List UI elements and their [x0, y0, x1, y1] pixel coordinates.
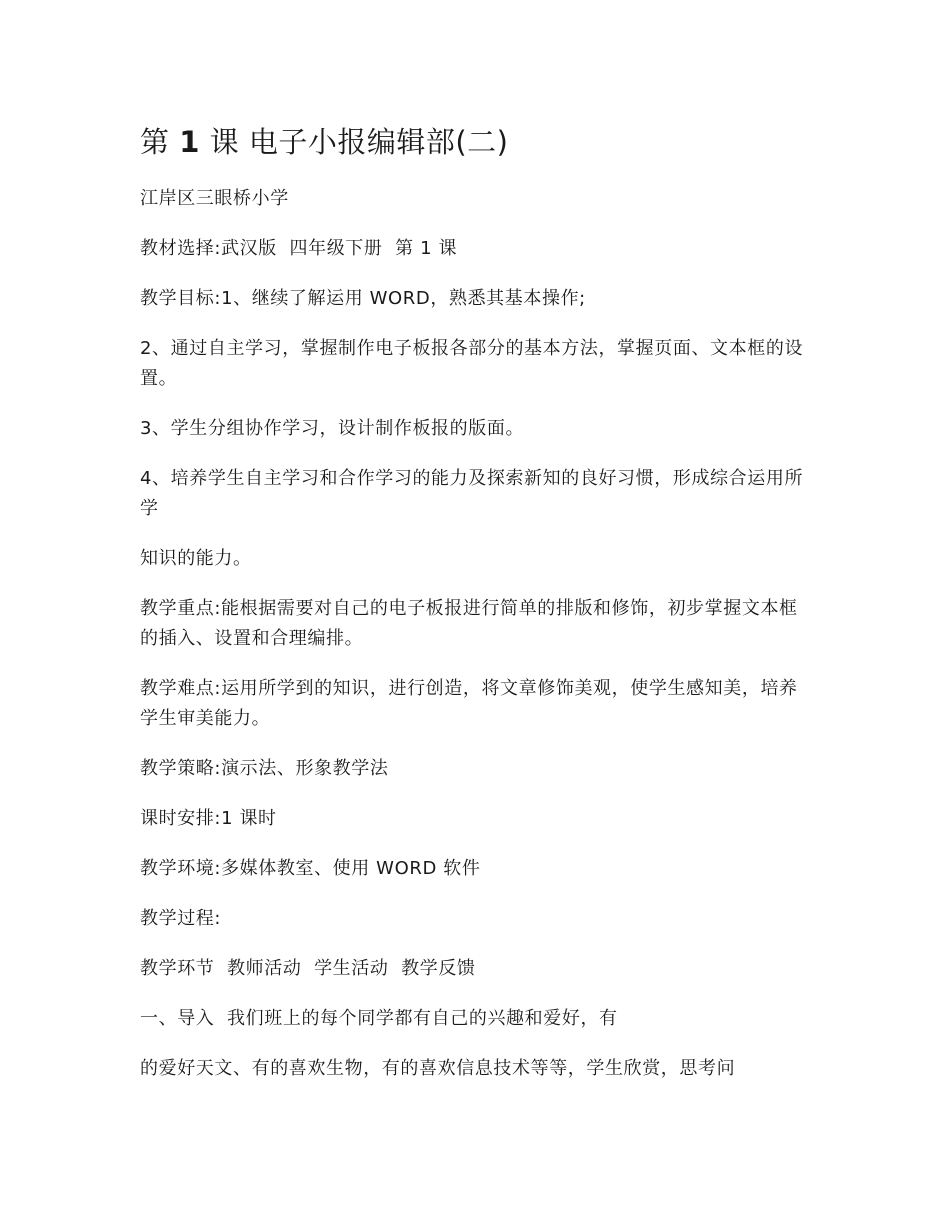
teaching-objective-1: 教学目标:1、继续了解运用 WORD，熟悉其基本操作;: [140, 288, 586, 309]
textbook-selection: 教材选择:武汉版 四年级下册 第 1 课: [140, 238, 458, 259]
teaching-difficulties: 教学难点:运用所学到的知识，进行创造，将文章修饰美观，使学生感知美，培养学生审美能力。: [140, 678, 798, 729]
teaching-objective-4: 4、培养学生自主学习和合作学习的能力及探索新知的良好习惯，形成综合运用所学: [140, 468, 804, 519]
title-suffix: 课 电子小报编辑部(二): [199, 125, 509, 159]
process-table-header: 教学环节 教师活动 学生活动 教学反馈: [140, 958, 476, 979]
teaching-process-heading: 教学过程:: [140, 908, 222, 929]
title-lesson-number: 1: [179, 125, 200, 159]
teaching-strategy: 教学策略:演示法、形象教学法: [140, 758, 389, 779]
document-content: [140, 122, 812, 1104]
teaching-objective-2: 2、通过自主学习，掌握制作电子板报各部分的基本方法，掌握页面、文本框的设置。: [140, 338, 804, 389]
class-hours: 课时安排:1 课时: [140, 808, 277, 829]
process-intro-continued: 的爱好天文、有的喜欢生物，有的喜欢信息技术等等，学生欣赏，思考问: [140, 1058, 736, 1079]
teaching-objective-3: 3、学生分组协作学习，设计制作板报的版面。: [140, 418, 525, 439]
page-title: [140, 122, 812, 162]
teaching-objective-4-continued: 知识的能力。: [140, 548, 252, 569]
teaching-key-points: 教学重点:能根据需要对自己的电子板报进行简单的排版和修饰，初步掌握文本框的插入、设置和合理编排。: [140, 598, 798, 649]
title-prefix: 第: [140, 125, 180, 159]
school-name: 江岸区三眼桥小学: [140, 188, 289, 209]
process-intro-line: 一、导入 我们班上的每个同学都有自己的兴趣和爱好，有: [140, 1008, 618, 1029]
teaching-environment: 教学环境:多媒体教室、使用 WORD 软件: [140, 858, 481, 879]
